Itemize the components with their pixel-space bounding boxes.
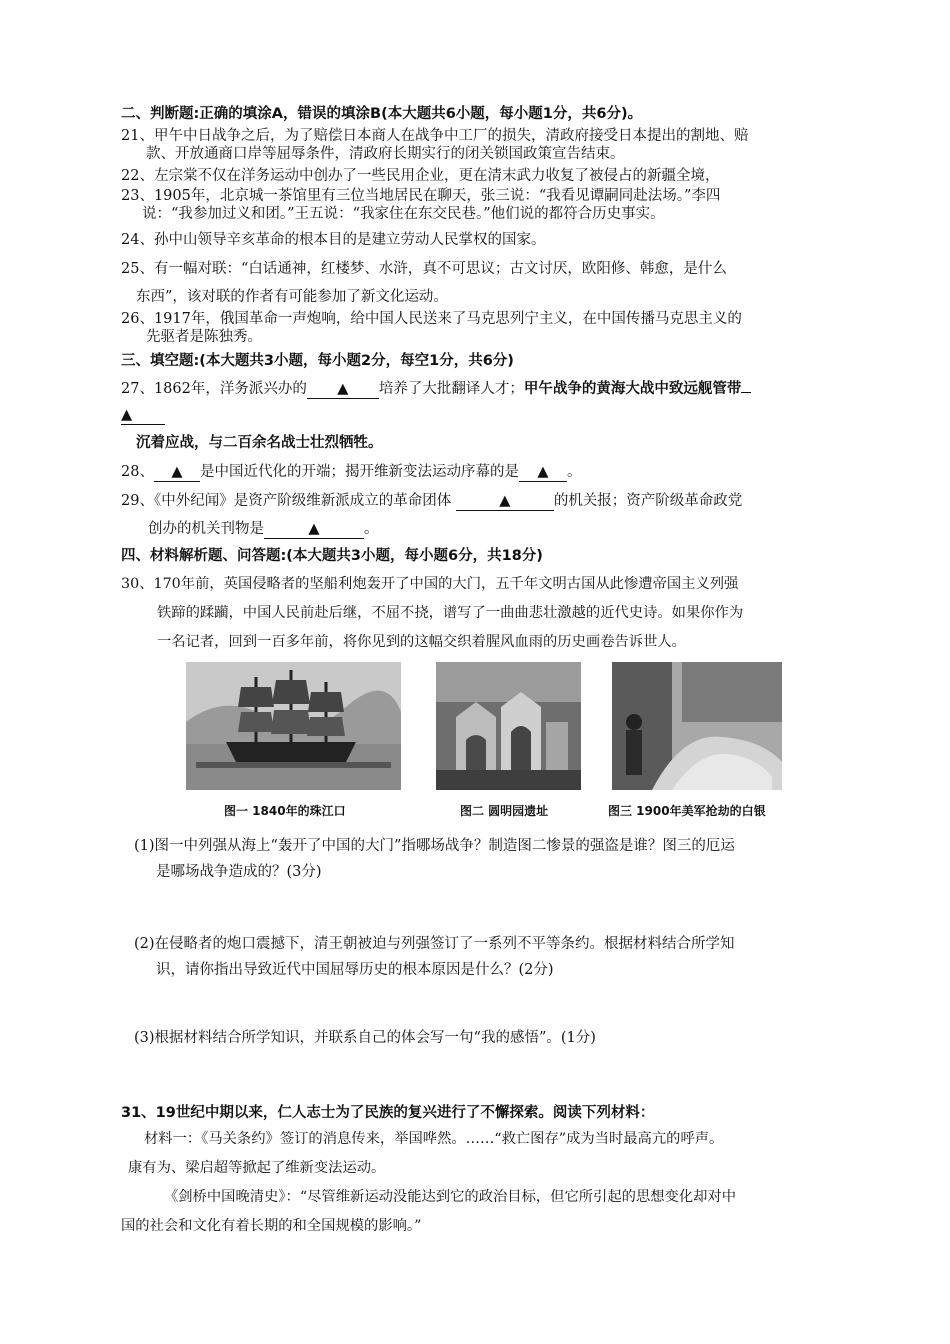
figure-2-ruins-photo [436, 662, 581, 790]
question-27-line-1 [121, 379, 751, 399]
section-2-heading: 二、判断题:正确的填涂A，错误的填涂B(本大题共6小题，每小题1分，共6分)。 [121, 106, 643, 122]
question-22: 22、左宗棠不仅在洋务运动中创办了一些民用企业，更在清末武力收复了被侵占的新疆全境， [121, 168, 720, 184]
figure-3-silver-photo [612, 662, 782, 790]
q28-text-c: 。 [566, 464, 582, 480]
question-29-line-2 [148, 519, 379, 539]
question-31-heading: 31、19世纪中期以来，仁人志士为了民族的复兴进行了不懈探索。阅读下列材料： [121, 1105, 655, 1121]
question-24: 24、孙中山领导辛亥革命的根本目的是建立劳动人民掌权的国家。 [121, 232, 546, 248]
question-25-line-1: 25、有一幅对联：“白话通神，红楼梦、水浒，真不可思议；古文讨厌，欧阳修、韩愈，是什么 [121, 261, 727, 277]
q27-blank-1[interactable]: ▲ [307, 380, 379, 399]
question-26-line-1: 26、1917年，俄国革命一声炮响，给中国人民送来了马克思列宁主义，在中国传播马克思主义的 [121, 311, 742, 327]
question-30-2-line-1: (2)在侵略者的炮口震撼下，清王朝被迫与列强签订了一系列不平等条约。根据材料结合所学知 [134, 936, 735, 952]
figure-3-caption: 图三 1900年美军抢劫的白银 [608, 804, 766, 818]
q29-blank-1[interactable]: ▲ [456, 492, 554, 511]
question-29-line-1 [121, 491, 742, 511]
q29-text-a: 29、《中外纪闻》是资产阶级维新派成立的革命团体 [121, 493, 452, 509]
sailing-ship-photo-icon [186, 662, 401, 790]
question-21-line-1: 21、甲午中日战争之后，为了赔偿日本商人在战争中工厂的损失，清政府接受日本提出的割地、赔 [121, 128, 749, 144]
q29-blank-2[interactable]: ▲ [264, 520, 364, 539]
question-30-line-1: 30、170年前，英国侵略者的坚船利炮轰开了中国的大门，五千年文明古国从此惨遭帝国主义列强 [121, 576, 739, 592]
question-30-2-line-2: 识，请你指出导致近代中国屈辱历史的根本原因是什么？(2分) [156, 962, 554, 978]
q27-text-a: 27、1862年，洋务派兴办的 [121, 381, 307, 397]
q27-blank-2[interactable]: ▲ [121, 406, 165, 425]
question-30-line-2: 铁蹄的蹂躏，中国人民前赴后继，不屈不挠，谱写了一曲曲悲壮激越的近代史诗。如果你作为 [157, 605, 744, 621]
q29-text-c: 创办的机关刊物是 [148, 521, 264, 537]
question-23-line-1: 23、1905年，北京城一茶馆里有三位当地居民在聊天，张三说：“我看见谭嗣同赴法场。”李四 [121, 188, 721, 204]
figure-1-ship-photo [186, 662, 401, 790]
question-27-line-3: 沉着应战，与二百余名战士壮烈牺牲。 [136, 435, 383, 451]
section-4-heading: 四、材料解析题、问答题:(本大题共3小题，每小题6分，共18分) [121, 548, 543, 564]
q28-text-a: 28、 [121, 464, 154, 480]
q27-text-b: 培养了大批翻译人才； [378, 381, 524, 397]
question-27-blank-2-line [121, 405, 165, 425]
q29-text-d: 。 [364, 521, 379, 537]
question-21-line-2: 款、开放通商口岸等屈辱条件，清政府长期实行的闭关锁国政策宣告结束。 [146, 146, 625, 162]
question-30-3: (3)根据材料结合所学知识，并联系自己的体会写一句“我的感悟”。(1分) [134, 1030, 596, 1046]
question-30-1-line-1: (1)图一中列强从海上“轰开了中国的大门”指哪场战争？制造图二惨景的强盗是谁？图三的厄运 [134, 838, 735, 854]
figure-2-caption: 图二 圆明园遗址 [460, 804, 549, 818]
question-30-1-line-2: 是哪场战争造成的？(3分) [156, 864, 322, 880]
q29-text-b: 的机关报；资产阶级革命政党 [553, 493, 743, 509]
ruins-photo-icon [436, 662, 581, 790]
q28-blank-1[interactable]: ▲ [154, 463, 200, 482]
q27-text-c: 甲午战争的黄海大战中致远舰管带 [523, 381, 742, 397]
section-3-heading: 三、填空题:(本大题共3小题，每小题2分，每空1分，共6分) [121, 353, 514, 369]
question-26-line-2: 先驱者是陈独秀。 [146, 329, 262, 345]
question-23-line-2: 说：“我参加过义和团。”王五说：“我家住在东交民巷。”他们说的都符合历史事实。 [142, 206, 665, 222]
q28-text-b: 是中国近代化的开端；揭开维新变法运动序幕的是 [199, 464, 519, 480]
material-1-line-4: 国的社会和文化有着长期的和全国规模的影响。” [121, 1218, 422, 1234]
question-30-line-3: 一名记者，回到一百多年前，将你见到的这幅交织着腥风血雨的历史画卷告诉世人。 [157, 634, 686, 650]
figure-1-caption: 图一 1840年的珠江口 [224, 804, 346, 818]
material-1-line-2: 康有为、梁启超等掀起了维新变法运动。 [128, 1160, 386, 1176]
silver-pile-photo-icon [612, 662, 782, 790]
material-1-line-1: 材料一：《马关条约》签订的消息传来，举国哗然。……“救亡图存”成为当时最高亢的呼声。 [144, 1131, 724, 1147]
q28-blank-2[interactable]: ▲ [519, 463, 567, 482]
question-25-line-2: 东西”，该对联的作者有可能参加了新文化运动。 [136, 289, 448, 305]
material-1-line-3: 《剑桥中国晚清史》：“尽管维新运动没能达到它的政治目标，但它所引起的思想变化却对中 [164, 1189, 737, 1205]
question-28 [121, 462, 581, 482]
q27-blank-2-start [741, 392, 751, 393]
